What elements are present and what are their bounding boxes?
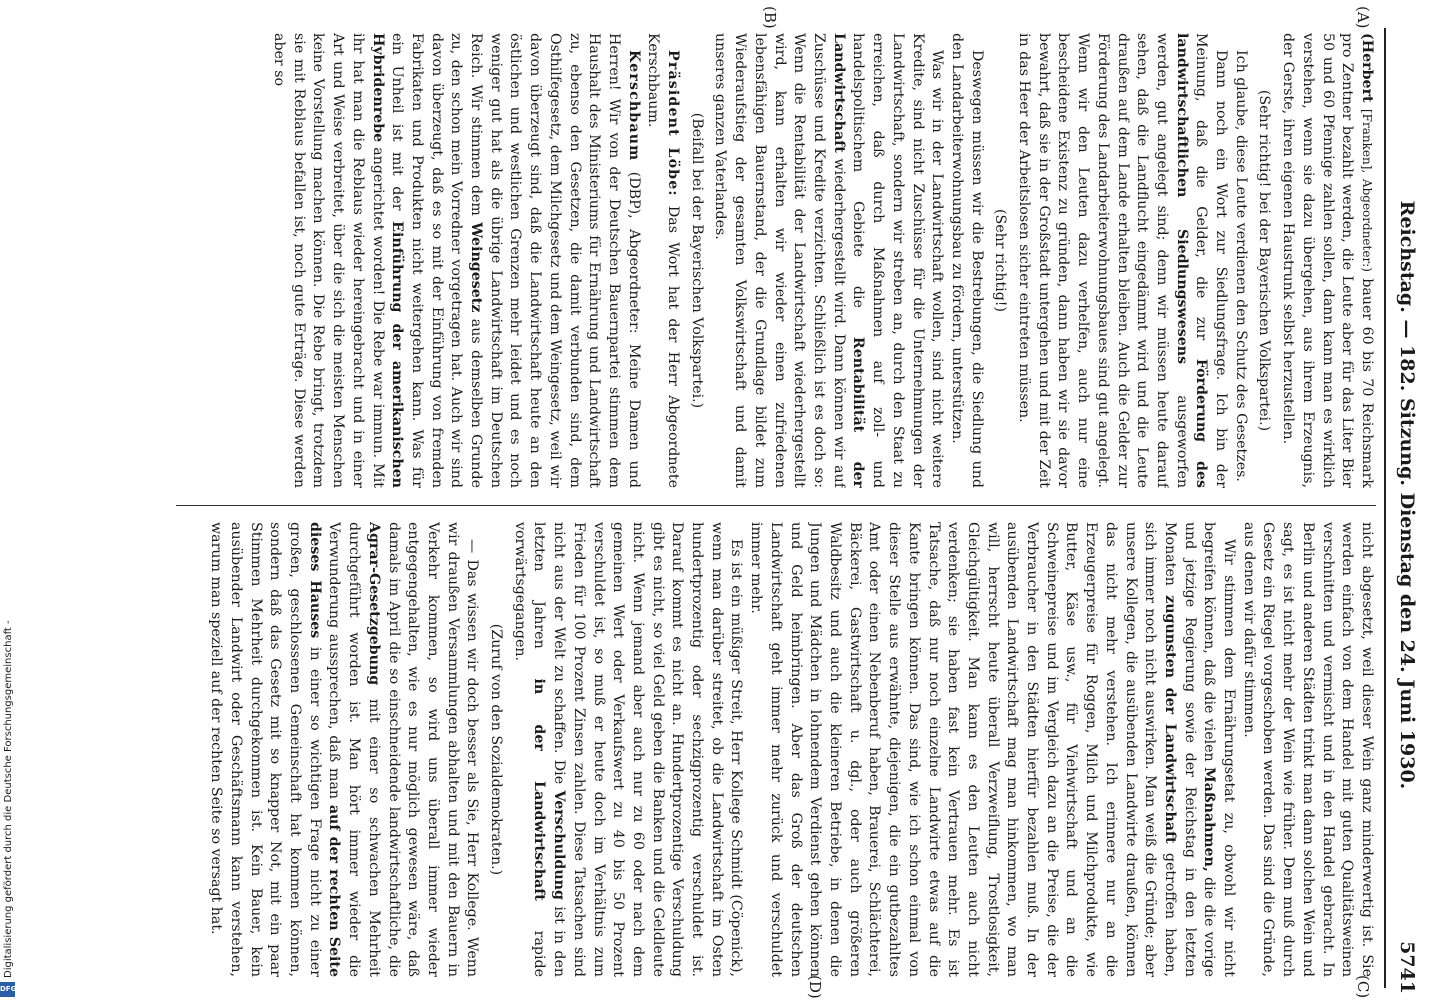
caption-text: Digitalisierung gefördert durch die Deutsche Forschungsgemeinschaft - (3, 620, 14, 978)
president-label: Präsident Löbe: (665, 50, 682, 197)
paragraph-text: die die vorige und jetzige Regierung sowie der Reichstag in den letzten Monaten (1161, 522, 1218, 977)
header-rule (1384, 28, 1386, 988)
bold-phrase: Rentabilität der Landwirtschaft (830, 33, 867, 488)
margin-marker-c: (C) (1354, 975, 1372, 999)
bold-phrase: Agrar-Gesetzgebung (365, 522, 382, 686)
paragraph (206, 522, 482, 977)
paragraph-text: Wir stimmen dem Ernährungsetat zu, obwohl wir nicht begreifen können, daß die vielen (1201, 522, 1238, 977)
paragraph-text: wiederhergestellt wird. Dann können wir auf Zuschüsse und Kredite verzichten. Schließlich ist es doch so: Wenn die Rentabilität der Landwirtschaft wiederhergestellt wird, kann erhalten wir wieder einen zufriedenen lebensfähigen Bauernstand, der die Grundlage bildet zum Wiederaufstieg der gesamten Volkswirtschaft und damit unseres ganzen Vaterlandes. (712, 33, 847, 488)
paragraph: nicht abgesetzt, weil dieser Wein ganz minderwertig ist. Sie werden einfach von dem Handel mit guten Qualitätsweinen verschnitten und vermischt und in den Handel gebracht. In Berlin und anderen Städten trinkt man dann solchen Wein und sagt, es ist nicht mehr der Wein wie früher. Dem muß durch Gesetz ein Riegel vorgeschoben werden. Das sind die Gründe, aus denen wir dafür stimmen. (1240, 522, 1375, 977)
paragraph (1013, 33, 1230, 488)
dfg-logo: DFG (0, 982, 15, 997)
paragraph-text: Dann noch ein Wort zur Siedlungsfrage. Ich bin der Meinung, daß die Gelder, die zur (1193, 33, 1230, 488)
paragraph-text: angerichtet worden! Die Rebe war immun. Mit ihr hat man die Reblaus wieder hereingebracht und in einer Art und Weise verbreitet, über die sich die meisten Menschen keine Vorstellung machen können. Die Rebe bringt, trotzdem sie mit Reblaus befallen ist, noch gute Erträge. Diese werden aber so (271, 33, 386, 488)
interjection: (Zuruf von den Sozialdemokraten.) (488, 623, 505, 876)
paragraph: Ich glaube, diese Leute verdienen den Schutz des Gesetzes. (1232, 50, 1249, 482)
paragraph-text: (DBP), Abgeordneter: Meine Damen und Herren! Wir von der Deutschen Bauernpartei stimmen dem Haushalt des Ministeriums für Ernährung und Landwirtschaft zu, ebenso den Gesetzen, die damit verbunden sind, dem Osthilfegesetz, dem Milchgesetz und dem Weingesetz, weil wir davon überzeugt sind, daß die Landwirtschaft heute an den östlichen und westlichen Grenzen mehr leidet und es noch weniger gut hat als die übrige Landwirtschaft im Deutschen Reich. Wir stimmen dem (468, 33, 642, 488)
paragraph (746, 522, 1239, 977)
paragraph-text: getroffen haben, sich immer noch nicht auswirken. Man weiß die Gründe; aber unsere Kollegen, die ausübenden Landwirte draußen, können das nicht mehr verstehen. Ich erinnere nur an die Erzeugerpreise für Roggen, Milch und Milchprodukte, wie Butter, Käse usw., für Viehwirtschaft und an die Schweinepreise und im Vergleich dazu an die Preise, die der Verbraucher in den Städten hierfür bezahlen muß. In der ausübenden Landwirtschaft mag man hinkommen, wo man will, herrscht heute überall Verzweiflung, Trostlosigkeit, Gleichgültigkeit. Man kann es den Leuten auch nicht verdenken; sie haben fast kein Vertrauen mehr. Es ist Tatsache, daß nur noch einzelne Landwirte etwas auf die Kante bringen können. Das sind, wie ich schon einmal von dieser Stelle aus erwähnte, diejenigen, die ein gutbezahltes Amt oder einen Nebenberuf haben, Brauerei, Schlächterei, Bäckerei, Gastwirtschaft u. dgl., oder auch größeren Waldbesitz und auch die kleineren Betriebe, in denen die Jungen und Mädchen in lohnendem Verdienst gehen können und Geld heimbringen. Aber das Groß der deutschen Landwirtschaft geht immer mehr zurück und verschuldet immer mehr. (748, 522, 1178, 977)
speaker-name: Kerschbaum (625, 50, 642, 162)
bold-phrase: Maßnahmen, (1201, 766, 1218, 872)
bold-phrase: in der Landwirtschaft (531, 678, 548, 901)
left-column (161, 33, 1376, 488)
bold-phrase: Verschuldung (551, 790, 568, 900)
paragraph (710, 33, 946, 488)
column-rule (176, 505, 1376, 506)
paragraph (509, 522, 745, 977)
bold-phrase: zugunsten der Landwirtschaft (1161, 595, 1178, 844)
paragraph-text: in einer so wichtigen Frage nicht zu einer großen, geschlossenen Gemeinschaft hat kommen können, sondern daß das Gesetz mit so knapper Not, mit ein paar Stimmen Mehrheit durchgekommen ist. Kein Bauer, kein ausübender Landwirt oder Geschäftsmann kann verstehen, warum man speziell auf der rechten Seite so versagt hat. (208, 522, 323, 977)
margin-marker-a: (A) (1354, 6, 1372, 29)
interjection: (Sehr richtig!) (992, 208, 1009, 313)
paragraph-text: ausgeworfen werden, gut angelegt sind; denn wir müssen heute darauf sehen, daß die Landflucht eingedämmt wird und die Leute draußen auf dem Lande erhalten bleiben. Auch die Gelder zur Förderung des Landarbeiterwohnungsbaues sind gut angelegt. Wenn wir den Leuten dazu verhelfen, auch nur eine bescheidene Existenz zu gründen, dann haben wir sie davor bewahrt, daß sie in der Großstadt untergehen und mit der Zeit in das Heer der Arbeitslosen sicher eintreten müssen. (1016, 33, 1190, 488)
bold-phrase: Weingesetz (468, 222, 485, 313)
paragraph-text: Was wir in der Landwirtschaft wollen, sind nicht weitere Kredite, sind nicht Zuschüsse für die Unternehmungen der Landwirtschaft, sondern wir streben an, durch den Staat zu erreichen, daß durch Maßnahmen auf zoll- und handelspolitischem Gebiete die (850, 33, 946, 488)
page-header (1386, 0, 1416, 1000)
president-remark (643, 33, 682, 488)
page-header-title: Reichstag. — 182. Sitzung. Dienstag den 24. Juni 1930. (1396, 200, 1418, 790)
margin-marker-b: (B) (761, 6, 779, 29)
bold-phrase: auf der rechten Seite dieses Hauses (306, 522, 343, 977)
paragraph-text: mit einer so schwachen Mehrheit durchgeführt worden ist. Man hört immer wieder die Verwunderung aussprechen, daß man (326, 522, 382, 977)
digitization-caption (0, 0, 16, 1000)
speaker-role: [Franken], Abgeordneter:) (1360, 109, 1374, 272)
page-number: 5741 (1396, 941, 1418, 994)
document-page (130, 0, 1434, 1000)
paragraph-text: — Das wissen wir doch besser als Sie, Herr Kollege. Wenn wir draußen Versammlungen abhalten und mit den Bauern in Verkehr kommen, so wird uns überall immer wieder entgegengehalten, wie es nur möglich gewesen wäre, daß damals im April die so einschneidende landwirtschaftliche, die (385, 522, 481, 977)
paragraph-text: Es ist ein müßiger Streit, Herr Kollege Schmidt (Cöpenick), wenn man darüber streitet, ob die Landwirtschaft im Osten hundertprozentig oder sechzigprozentig verschuldet ist. Darauf kommt es nicht an. Hundertprozentige Verschuldung gibt es nicht, so viel Geld geben die Banken und die Geldleute nicht. Wenn jemand aber auch nur zu 60 oder nach dem gemeinen Wert oder Verkaufswert zu 40 bis 50 Prozent verschuldet ist, so muß er heute doch im Verhältnis zum Frieden für 100 Prozent Zinsen zahlen. Diese Tatsachen sind nicht aus der Welt zu schaffen. Die (551, 522, 745, 977)
right-column (161, 522, 1376, 977)
applause: (Beifall bei der Bayerischen Volkspartei.) (688, 112, 705, 409)
paragraph-text: Das Wort hat der Herr Abgeordnete Kerschbaum. (645, 33, 682, 488)
bold-phrase: Förderung des landwirtschaftlichen Siedlungswesens (1173, 33, 1210, 488)
margin-marker-d: (D) (806, 975, 824, 999)
paragraph: Deswegen müssen wir die Bestrebungen, die Siedlung und den Landarbeiterwohnungsbau zu fördern, unterstützen. (948, 33, 985, 488)
paragraph-text: ist in den letzten Jahren (531, 522, 568, 977)
paragraph-text: bauer 60 bis 70 Reichsmark pro Zentner bezahlt werden, die Leute aber für das Liter Bier 50 und 60 Pfennige zahlen sollen, dann kann man es wirklich verstehen, wenn sie dazu übergehen, aus ihrem Erzeugnis, der Gerste, ihren eigenen Haustrunk selbst herzustellen. (1280, 33, 1375, 488)
interjection: (Sehr richtig! bei der Bayerischen Volkspartei.) (1256, 89, 1273, 432)
paragraph-text: aus demselben Grunde zu, den schon mein Vorredner vorgetragen hat. Auch wir sind davon überzeugt, daß es so mit der Einführung von fremden Fabrikaten und Produkten nicht weitergehen kann. Was für ein Unheil ist mit der (389, 33, 485, 488)
paragraph-text: rapide vorwärtsgegangen. (511, 522, 548, 977)
bold-phrase: Einführung der amerikanischen Hybridenrebe (369, 33, 406, 488)
paragraph (1277, 33, 1376, 488)
paragraph (268, 33, 642, 488)
speaker-name: (Herbert (1359, 33, 1375, 103)
